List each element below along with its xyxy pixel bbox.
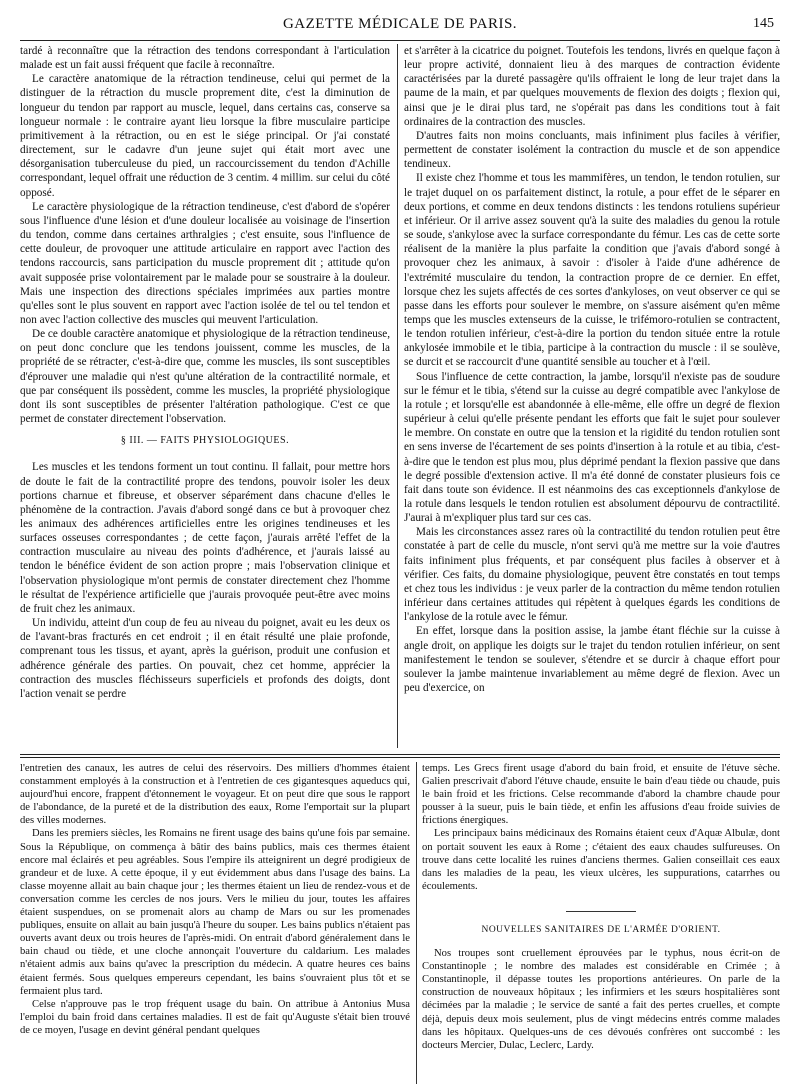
paragraph: En effet, lorsque dans la position assise, la jambe étant fléchie sur la cuisse à angle droit, on applique les doigts sur le trajet du tendon rotulien inférieur, on sent manifestement le tendon se soulever, s'étendre et se durcir à chaque effort pour soulever la jambe maintenue invariablement au même degré de flexion. Avec un peu d'exercice, on — [404, 625, 780, 695]
paragraph: Celse n'approuve pas le trop fréquent usage du bain. On attribue à Antonius Musa l'emploi du bain froid dans certaines maladies. Il est de fait qu'Auguste s'était bien trouvé de ce moyen, l'usage en devint général pendant quelques — [20, 998, 410, 1036]
journal-title: GAZETTE MÉDICALE DE PARIS. — [282, 16, 518, 32]
paragraph: Mais les circonstances assez rares où la contractilité du tendon rotulien peut être constatée à part de celle du muscle, n'ont servi qu'à me mettre sur la voie d'autres faits infiniment plus fréquents, et par conséquent plus faciles à observer et à vérifier. Ces faits, du domaine physiologique, peuvent être constatés en tout temps et chez tous les individus : je veux parler de la contraction du même tendon rotulien inférieur dans certaines attitudes qui répètent à quelques égards les conditions de l'ankylose de la rotule avec le fémur. — [404, 526, 780, 624]
page-header — [20, 14, 780, 40]
feuilleton-rule-2 — [20, 757, 780, 758]
paragraph: Les muscles et les tendons forment un tout continu. Il fallait, pour mettre hors de doute le fait de la contractilité propre des tendons, pouvoir isoler les deux portions charnue et fibreuse, et observer séparément dans chacune d'elles le phénomène de la contraction. J'avais d'abord songé dans ce but à provoquer chez les animaux des adhérences artificielles entre les origines tendineuses et les surfaces osseuses correspondantes ; de cette façon, j'aurais arrêté l'effet de la contraction musculaire au niveau des points d'adhérence, et j'aurais laissé au tendon le bénéfice évident de son action propre ; mais l'observation clinique et l'observation physiologique m'ont permis de constater directement chez l'homme le résultat de l'expérience artificielle que j'aurais provoquée peut-être avec moins de fruit chez les animaux. — [20, 461, 390, 615]
paragraph: Dans les premiers siècles, les Romains ne firent usage des bains qu'une fois par semaine. Sous la République, on commença à bâtir des bains publics, mais ces thermes étaient encore mal éclairés et peu agréables. Sous l'empire ils atteignirent un degré prodigieux de grandeur et de luxe. A cette époque, il y eut évidemment abus dans l'usage des bains. La classe moyenne allait au bain chaque jour ; les thermes étaient un lieu de rendez-vous et de conversation comme les cercles de nos jours. Vers le milieu du jour, toutes les affaires étaient suspendues, on se promenait alors au champ de Mars ou sur les promenades publiques, ensuite on allait au bain jusqu'à l'heure du souper. Les bains publics n'étaient pas ouverts avant deux ou trois heures de l'après-midi. On entrait d'abord généralement dans le bain chaud ou tiède, et une cloche annonçait l'ouverture du caldarium. Les malades n'étaient admis aux bains qu'avec la prescription du médecin. A quatre heures ces bains étaient fermés. Sous quelques empereurs cependant, les bains s'ouvraient plus tôt et se fermaient plus tard. — [20, 828, 410, 997]
paragraph: Le caractère physiologique de la rétraction tendineuse, c'est d'abord de s'opérer sous l'influence d'une lésion et d'une douleur localisée au voisinage de l'insertion du tendon, comme dans certaines arthralgies ; c'est ensuite, sous l'influence de cette douleur, de provoquer une attitude articulaire en rapport avec l'action des tendons raccourcis, sans participation du muscle proprement dit ; attitude qu'on avait supposée prise volontairement par le malade pour se soustraire à la douleur. Mais une inspection des directions spéciales imprimées aux parties montre qu'elles sont le plus souvent en rapport avec l'action isolée de tel ou tel tendon et non avec l'action collective des muscles qui meuvent l'articulation. — [20, 200, 390, 326]
upper-left-column — [20, 44, 390, 748]
paragraph: tardé à reconnaître que la rétraction des tendons correspondant à l'articulation malade est un fait aussi fréquent que facile à reconnaître. — [20, 45, 390, 72]
paragraph: et s'arrêter à la cicatrice du poignet. Toutefois les tendons, livrés en quelque façon à leur propre activité, donnaient lieu à des marques de contraction évidente caractérisées par la dureté passagère qu'ils offraient le long de leur trajet dans la paume de la main, et par quelques mouvements de flexion des doigts ; flexion qui, ainsi que je le dirai plus tard, ne s'opérait pas dans les conditions tout à fait ordinaires de la contraction des muscles. — [404, 45, 780, 128]
paragraph: l'entretien des canaux, les autres de celui des réservoirs. Des milliers d'hommes étaient constamment employés à la construction et à l'entretien de ces gigantesques aqueducs qui, aujourd'hui encore, frappent d'étonnement le voyageur. Et on peut dire que sous le rapport de l'abondance, de la pureté et de la distribution des eaux, Rome l'emportait sur la plupart des villes modernes. — [20, 763, 410, 827]
paragraph: D'autres faits non moins concluants, mais infiniment plus faciles à vérifier, permettent de constater isolément la contraction du muscle et de son appendice tendineux. — [404, 129, 780, 171]
page-number: 145 — [753, 16, 774, 31]
paragraph: Un individu, atteint d'un coup de feu au niveau du poignet, avait eu les deux os de l'avant-bras fracturés en cet endroit ; il en était résulté une plaie profonde, comprenant tous les tissus, et ayant, après la guérison, produit une confusion et adhérence générale des parties. On pouvait, chez cet homme, apprécier la contraction des muscles fléchisseurs superficiels et profonds des doigts, dont l'action venait se perdre — [20, 617, 390, 700]
column-divider-lower — [416, 762, 417, 1084]
feuilleton-rule — [20, 754, 780, 755]
separator — [566, 911, 636, 912]
paragraph: Nos troupes sont cruellement éprouvées par le typhus, nous écrit-on de Constantinople ; le nombre des malades est considérable en Crimée ; à Constantinople, il dépasse toutes les proportions antérieures. On parle de la construction de nouveaux hôpitaux ; les infirmiers et les sœurs hospitalières sont décimées par la maladie ; le service de santé a fait des pertes cruelles, et compte déjà, depuis deux mois seulement, plus de vingt médecins entrés comme malades dans les hôpitaux. Quelques-uns de ces dévoués confrères ont succombé : les docteurs Mercier, Dulac, Leclerc, Lardy. — [422, 948, 780, 1051]
lower-left-column — [20, 762, 410, 1084]
news-heading: NOUVELLES SANITAIRES DE L'ARMÉE D'ORIENT. — [481, 924, 721, 935]
paragraph: Sous l'influence de cette contraction, la jambe, lorsqu'il n'existe pas de soudure sur le fémur et le tibia, s'étend sur la cuisse au degré compatible avec l'ankylose de la rotule ; et lorsqu'elle est abandonnée à elle-même, elle offre un degré de flexion supérieur à celui qu'elle présente pendant les efforts que fait le sujet pour soulever le membre. On constate en outre que la tension et la rigidité du tendon rotulien sont en sens inverse de l'écartement de ses points d'insertion à la rotule et au tibia, c'est-à-dire que le tendon est plus mou, plus déprimé pendant la flexion passive que dans le degré possible d'extension active. Il m'a été donné de constater plusieurs fois ce fait dans toute son évidence. Il est néanmoins des cas exceptionnels d'ankylose de la rotule dans lesquels le tendon rotulien est absolument dépourvu de contractilité. J'aurai à m'expliquer plus tard sur ces cas. — [404, 370, 780, 525]
paragraph: De ce double caractère anatomique et physiologique de la rétraction tendineuse, on peut donc conclure que les tendons jouissent, comme les muscles, de la propriété de se rétracter, c'est-à-dire que, comme les muscles, ils sont susceptibles d'éprouver une maladie qui n'est qu'une altération de la contractilité normale, et que par conséquent ils possèdent, comme les muscles, la propriété physiologique dont ils sont susceptibles de présenter l'altération pathologique. C'est ce que permet de constater directement l'observation. — [20, 328, 390, 426]
paragraph: Il existe chez l'homme et tous les mammifères, un tendon, le tendon rotulien, sur le trajet duquel on os parfaitement distinct, la rotule, a pour effet de le séparer en deux portions, et comme en deux tendons distincts : les tendons rotuliens supérieur et inférieur. Or il arrive assez souvent qu'à la suite des maladies du genou la rotule se soude, s'ankylose avec la surface correspondante du fémur. Les cas de cette sorte réalisent de la manière la plus parfaite la condition que j'avais d'abord songé à provoquer chez les animaux, à savoir : d'isoler à l'aide d'une adhérence de l'extrémité musculaire du tendon, la contraction propre de ce dernier. En effet, lorsque chez les sujets affectés de ces sortes d'ankyloses, on veut observer ce qui se passe dans les efforts pour soulever le membre, on s'assure aisément qu'en même temps que les muscles extenseurs de la cuisse, le trifémoro-rotulien se contractent, le tendon rotulien inférieur, c'est-à-dire la portion du tendon située entre la rotule ankylosée immobile et le tibia, participe à la contraction du muscle : il se soulève, se durcit et se raccourcit d'une quantité sensible au toucher et à l'œil. — [404, 172, 780, 369]
column-divider — [397, 44, 398, 748]
paragraph: temps. Les Grecs firent usage d'abord du bain froid, et ensuite de l'étuve sèche. Galien prescrivait d'abord l'étuve chaude, ensuite le bain d'eau tiède ou chaude, puis le bain froid et les frictions. Celse recommande d'abord la chambre chaude pour pousser à la sueur, puis le bain tiède, et enfin les affusions d'eau froide suivies de frictions énergiques. — [422, 763, 780, 827]
section-heading: § III. — FAITS PHYSIOLOGIQUES. — [120, 435, 290, 447]
header-rule — [20, 40, 780, 41]
paragraph: Le caractère anatomique de la rétraction tendineuse, celui qui permet de la distinguer de la rétraction du muscle proprement dite, c'est la diminution de longueur du tendon par rapport au muscle, lequel, dans certains cas, conserve sa longueur normale : le contraire ayant lieu lorsque la fibre musculaire participe primitivement à la rétraction, ou en est le siége principal. Or j'ai constaté directement, sur le cadavre d'un jeune sujet qui était mort avec une désorganisation tuberculeuse du pied, un raccourcissement du tendon d'Achille correspondant, lequel offrait une réduction de 3 centim. 4 millim. sur celui du côté opposé. — [20, 73, 390, 199]
paragraph: Les principaux bains médicinaux des Romains étaient ceux d'Aquæ Albulæ, dont on portait souvent les eaux à Rome ; c'étaient des eaux chaudes sulfureuses. On trouve dans cette localité les ruines d'anciens thermes. Galien conseillait ces eaux dans les maladies de la peau, les vieux ulcères, les suppurations, catarrhes ou écoulements. — [422, 828, 780, 892]
upper-right-column — [404, 44, 780, 748]
lower-right-column — [422, 762, 780, 1084]
